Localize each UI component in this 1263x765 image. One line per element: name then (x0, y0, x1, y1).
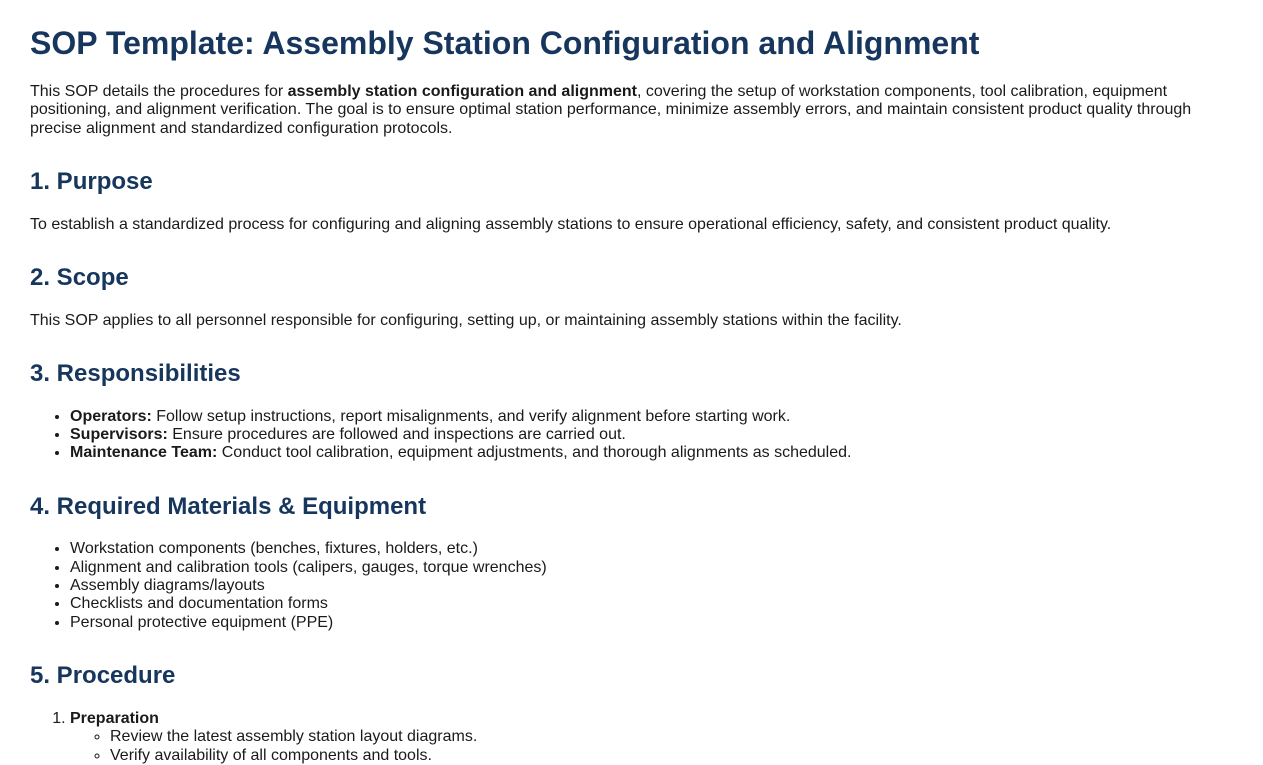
section-heading-materials: 4. Required Materials & Equipment (30, 492, 427, 520)
section-heading-purpose: 1. Purpose (30, 167, 153, 195)
responsibility-text: Follow setup instructions, report misalignments, and verify alignment before starting work. (151, 407, 791, 425)
procedure-steps-list (30, 710, 1233, 765)
purpose-paragraph: To establish a standardized process for configuring and aligning assembly stations to ensure operational efficiency, safety, and consistent product quality. (30, 215, 1112, 233)
section-heading-responsibilities: 3. Responsibilities (30, 359, 241, 387)
list-item: • Alignment and calibration tools (calipers, gauges, torque wrenches) (70, 559, 1233, 577)
procedure-step-label: Preparation (70, 709, 159, 727)
responsibility-text: Ensure procedures are followed and inspections are carried out. (167, 425, 626, 443)
procedure-substep: ◦ Review the latest assembly station layout diagrams. (110, 728, 1233, 746)
scope-paragraph: This SOP applies to all personnel responsible for configuring, setting up, or maintaining assembly stations within the facility. (30, 311, 902, 329)
responsibility-text: Conduct tool calibration, equipment adjustments, and thorough alignments as scheduled. (217, 444, 852, 462)
responsibility-role: Maintenance Team: (70, 444, 218, 462)
list-item: • Workstation components (benches, fixtures, holders, etc.) (70, 540, 1233, 558)
list-item (70, 408, 1233, 426)
procedure-step (70, 710, 1233, 765)
list-item (70, 444, 1233, 462)
list-item: • Personal protective equipment (PPE) (70, 614, 1233, 632)
intro-text-post: , covering the setup of workstation components, tool calibration, equipment positioning, and alignment verification. The goal is to ensure optimal station performance, minimize assembly errors, and maintain consistent product quality through precise alignment and standardized configuration protocols. (30, 82, 1192, 137)
responsibilities-list (30, 408, 1233, 463)
responsibility-role: Operators: (70, 407, 152, 425)
procedure-substeps-list (70, 728, 1233, 765)
list-item: • Checklists and documentation forms (70, 595, 1233, 613)
section-heading-scope: 2. Scope (30, 263, 129, 291)
list-item: • Assembly diagrams/layouts (70, 577, 1233, 595)
procedure-substep: ◦ Verify availability of all components and tools. (110, 747, 1233, 765)
intro-text-pre: This SOP details the procedures for (30, 82, 288, 100)
intro-paragraph (30, 83, 1233, 138)
list-item (70, 426, 1233, 444)
intro-text-bold: assembly station configuration and alignment (287, 82, 637, 100)
responsibility-role: Supervisors: (70, 425, 168, 443)
section-heading-procedure: 5. Procedure (30, 662, 176, 690)
page-title: SOP Template: Assembly Station Configuration and Alignment (30, 25, 980, 61)
materials-list (30, 540, 1233, 632)
